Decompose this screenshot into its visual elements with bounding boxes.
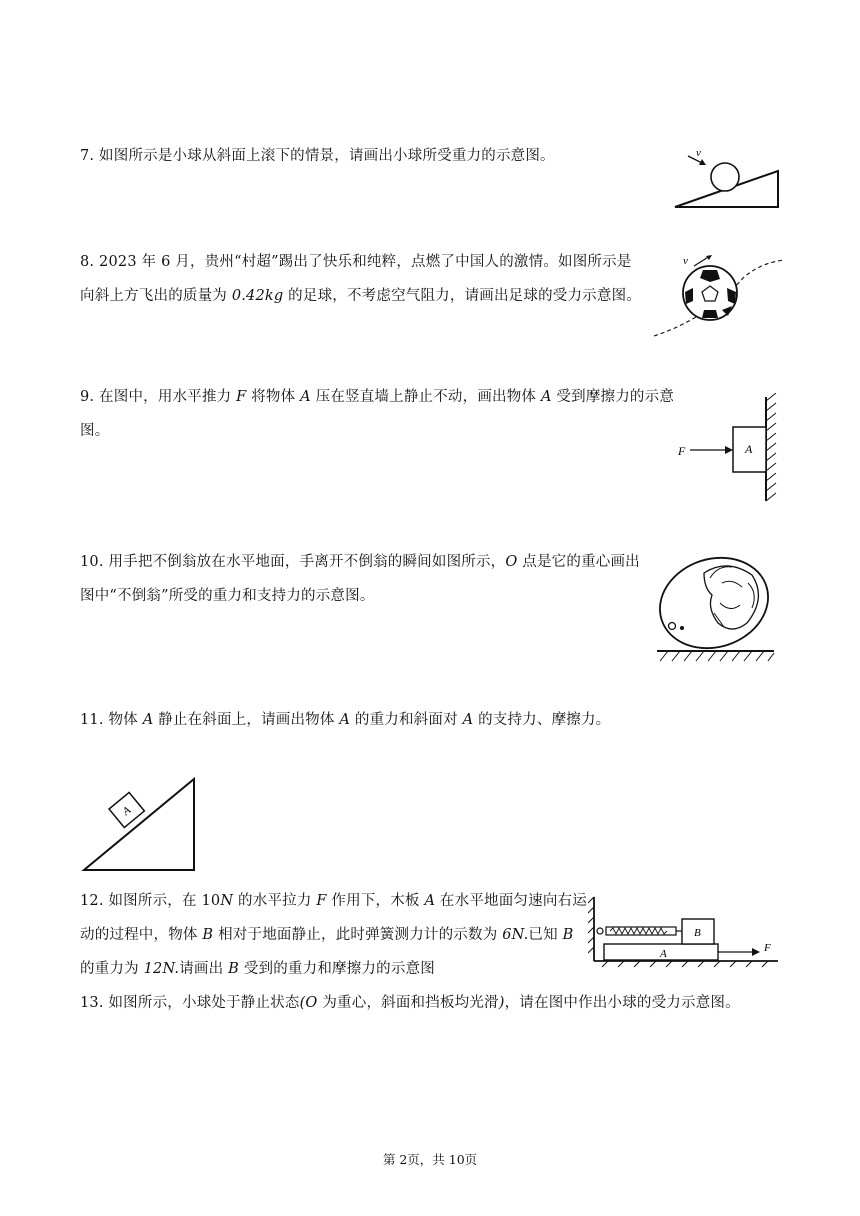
velocity-label: v (696, 147, 701, 159)
block-a-label: A (120, 804, 134, 818)
velocity-label: v (683, 255, 688, 267)
question-12-line-1: 12. 如图所示，在 10N 的水平拉力 F 作用下，木板 A 在水平地面匀速向右运 (80, 893, 587, 909)
page-footer: 第 2页，共 10页 (382, 1152, 478, 1167)
ground-hatching (660, 651, 774, 661)
question-12-line-3: 的重力为 12N.请画出 B 受到的重力和摩擦力的示意图 (80, 961, 435, 977)
question-10-line-2: 图中“不倒翁”所受的重力和支持力的示意图。 (80, 588, 375, 604)
ball (711, 163, 739, 191)
toy-body (652, 553, 780, 662)
question-8-line-2: 向斜上方飞出的质量为 0.42kg 的足球，不考虑空气阻力，请画出足球的受力示意图。 (80, 288, 641, 304)
figure-q11-block-on-incline (80, 773, 202, 875)
incline (84, 779, 194, 870)
question-9-line-2: 图。 (80, 423, 110, 439)
question-11: 11. 物体 A 静止在斜面上，请画出物体 A 的重力和斜面对 A 的支持力、摩擦力。 (80, 712, 611, 728)
question-9-line-1: 9. 在图中，用水平推力 F 将物体 A 压在竖直墙上静止不动，画出物体 A 受到摩擦力的示意 (80, 389, 675, 405)
figure-q7-ball-on-slope (670, 145, 785, 215)
figure-q8-soccer-ball (648, 248, 788, 343)
figure-q12-spring-scale-setup (588, 893, 783, 968)
ball-patch-4 (702, 310, 718, 318)
question-10-line-1: 10. 用手把不倒翁放在水平地面，手离开不倒翁的瞬间如图所示，O 点是它的重心画出 (80, 554, 640, 570)
block-b-label: B (694, 927, 701, 939)
question-10 (80, 545, 640, 613)
question-9 (80, 380, 674, 448)
question-7-text: 7. 如图所示是小球从斜面上滚下的情景，请画出小球所受重力的示意图。 (80, 148, 555, 164)
question-8 (80, 245, 641, 313)
force-f-label: F (678, 444, 686, 458)
question-8-line-1: 8. 2023 年 6 月，贵州“村超”踢出了快乐和纯粹，点燃了中国人的激情。如图所示是 (80, 254, 632, 270)
ground-hatching (602, 961, 768, 967)
question-12 (80, 884, 587, 986)
figure-q10-roly-poly-toy (652, 553, 782, 668)
figure-q9-block-against-wall (676, 393, 786, 505)
block-a (109, 792, 144, 827)
force-f-arrowhead (752, 948, 760, 956)
left-wall-hatching (588, 897, 594, 953)
force-f-label: F (764, 942, 771, 954)
force-f-arrowhead (725, 446, 733, 454)
block-a-label: A (745, 442, 753, 456)
question-12-line-2: 动的过程中，物体 B 相对于地面静止，此时弹簧测力计的示数为 6N.已知 B (80, 927, 574, 943)
question-13: 13. 如图所示，小球处于静止状态(O 为重心，斜面和挡板均光滑)，请在图中作出小球的受力示意图。 (80, 995, 740, 1011)
spring-hook (597, 928, 603, 934)
question-7 (80, 139, 555, 173)
toy-dot (680, 626, 684, 630)
wall-hatching (766, 393, 776, 501)
board-a-label: A (660, 948, 667, 960)
